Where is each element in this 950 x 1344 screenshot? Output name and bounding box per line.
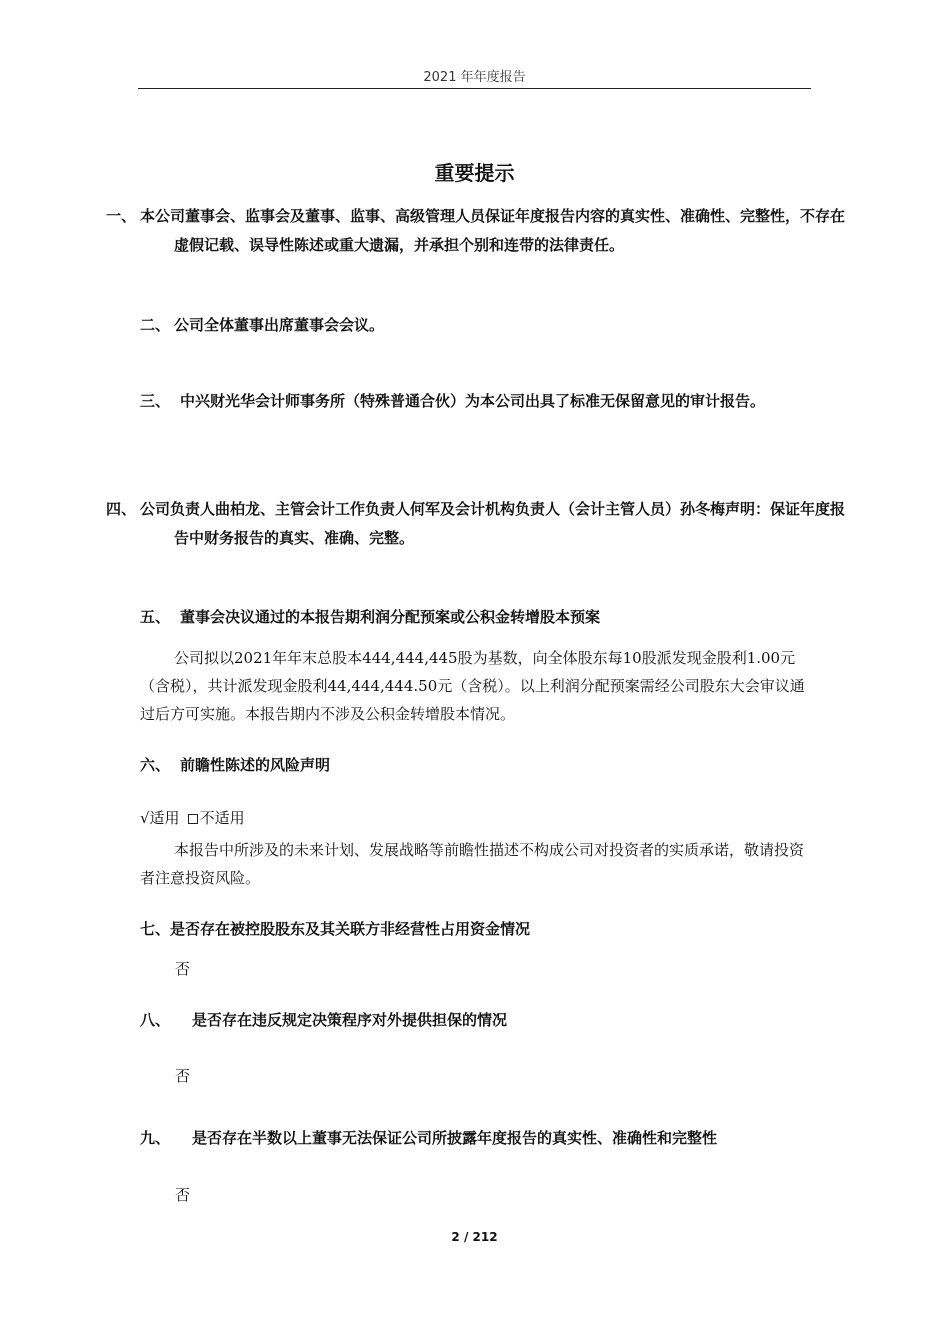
- item-3-text: 中兴财光华会计师事务所（特殊普通合伙）为本公司出具了标准无保留意见的审计报告。: [180, 392, 766, 410]
- item-7-answer: 否: [175, 960, 191, 978]
- item-8-number: 八、: [140, 1011, 171, 1029]
- item-9-text: 是否存在半数以上董事无法保证公司所披露年度报告的真实性、准确性和完整性: [192, 1129, 718, 1147]
- item-8-text: 是否存在违反规定决策程序对外提供担保的情况: [192, 1011, 508, 1029]
- item-5-number: 五、: [140, 608, 171, 626]
- not-applicable-option: 不适用: [199, 809, 245, 827]
- item-9-heading: [140, 1124, 815, 1153]
- item-1: 一、 本公司董事会、监事会及董事、监事、高级管理人员保证年度报告内容的真实性、准确性、完整性，不存在虚假记载、误导性陈述或重大遗漏，并承担个别和连带的法律责任。: [106, 207, 846, 254]
- item-1-text: 本公司董事会、监事会及董事、监事、高级管理人员保证年度报告内容的真实性、准确性、完整性，不存在虚假记载、误导性陈述或重大遗漏，并承担个别和连带的法律责任。: [140, 207, 846, 254]
- document-title: 重要提示: [434, 161, 515, 185]
- item-6-text: 前瞻性陈述的风险声明: [180, 756, 331, 774]
- item-6-number: 六、: [140, 756, 171, 774]
- item-2-text: 公司全体董事出席董事会会议。: [174, 316, 385, 334]
- item-7-heading: [140, 915, 815, 944]
- item-6-heading: [140, 751, 815, 780]
- item-6-body: 本报告中所涉及的未来计划、发展战略等前瞻性描述不构成公司对投资者的实质承诺，敬请投资者注意投资风险。: [140, 841, 805, 887]
- item-5-body: 公司拟以2021年年末总股本444,444,445股为基数，向全体股东每10股派发现金股利1.00元（含税），共计派发现金股利44,444,444.50元（含税）。以上利润分配预案需经公司股东大会审议通过后方可实施。本报告期内不涉及公积金转增股本情况。: [140, 649, 805, 723]
- page-number: 2 / 212: [451, 1230, 498, 1244]
- item-5-text: 董事会决议通过的本报告期利润分配预案或公积金转增股本预案: [180, 608, 601, 626]
- item-7-number: 七、: [140, 920, 171, 938]
- item-8-heading: [140, 1006, 815, 1035]
- header-divider: [138, 88, 811, 89]
- applicability-line: [140, 804, 245, 832]
- item-4: 四、 公司负责人曲柏龙、主管会计工作负责人何军及会计机构负责人（会计主管人员）孙冬梅声明：保证年度报告中财务报告的真实、准确、完整。: [106, 500, 846, 547]
- item-7-text: 是否存在被控股股东及其关联方非经营性占用资金情况: [170, 920, 531, 938]
- item-9-number: 九、: [140, 1129, 171, 1147]
- item-2: [140, 311, 815, 340]
- item-9-answer: 否: [175, 1186, 191, 1204]
- applicable-option: √适用: [140, 809, 180, 827]
- page-header: 2021 年年度报告: [423, 70, 526, 85]
- item-2-number: 二、: [140, 316, 171, 334]
- item-3-number: 三、: [140, 392, 171, 410]
- item-3: [140, 387, 849, 416]
- item-5-heading: [140, 603, 815, 632]
- item-4-text: 公司负责人曲柏龙、主管会计工作负责人何军及会计机构负责人（会计主管人员）孙冬梅声明：保证年度报告中财务报告的真实、准确、完整。: [140, 500, 846, 547]
- checkbox-icon: [188, 814, 198, 824]
- item-8-answer: 否: [175, 1067, 191, 1085]
